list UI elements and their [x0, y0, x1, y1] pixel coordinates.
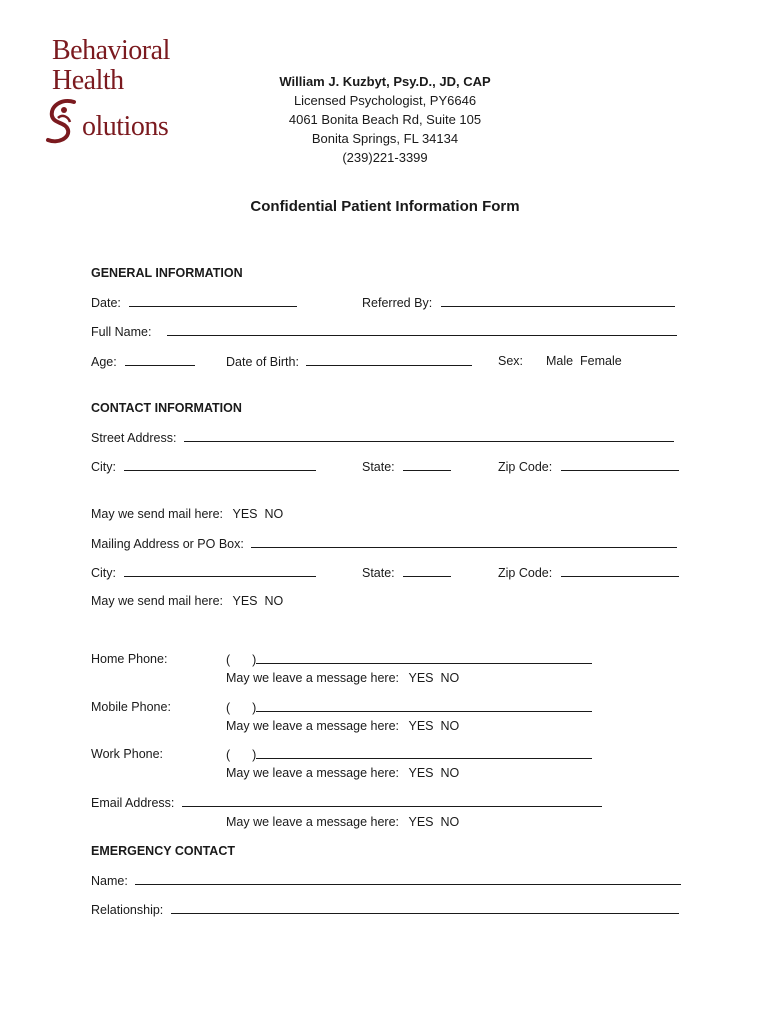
mobile-phone-paren-close: ) [252, 701, 257, 715]
clinic-street: 4061 Bonita Beach Rd, Suite 105 [288, 112, 482, 127]
zip-field[interactable] [498, 458, 679, 475]
mobile-message-label: May we leave a message here: [226, 719, 400, 733]
home-phone-paren-open: ( [226, 653, 231, 667]
home-message-label: May we leave a message here: [226, 671, 400, 685]
logo-line-1: Behavioral [52, 35, 170, 66]
state2-label: State: [362, 566, 395, 580]
full-name-field[interactable] [91, 323, 677, 340]
form-title: Confidential Patient Information Form [250, 198, 520, 215]
email-message-row [226, 814, 459, 830]
contact-heading: CONTACT INFORMATION [91, 401, 242, 415]
email-message-label: May we leave a message here: [226, 815, 400, 829]
send-mail-options[interactable]: YES NO [232, 507, 284, 521]
clinic-city: Bonita Springs, FL 34134 [311, 131, 459, 146]
mailing-address-label: Mailing Address or PO Box: [91, 537, 244, 551]
send-mail2-row [91, 593, 283, 609]
relationship-line [171, 901, 679, 914]
state-line [403, 458, 451, 471]
city-field[interactable] [91, 458, 316, 475]
mailing-address-field[interactable] [91, 535, 677, 552]
state2-field[interactable] [362, 564, 451, 581]
zip-line [561, 458, 679, 471]
send-mail-row [91, 506, 283, 522]
logo-line-3: olutions [82, 111, 169, 142]
date-line [129, 294, 297, 307]
clinician-license: Licensed Psychologist, PY6646 [293, 93, 477, 108]
work-phone-paren-open: ( [226, 748, 231, 762]
send-mail-label: May we send mail here: [91, 507, 224, 521]
emergency-name-field[interactable] [91, 872, 681, 889]
emergency-name-line [135, 872, 681, 885]
referred-by-line [441, 294, 675, 307]
work-message-row [226, 765, 459, 781]
logo-line-2: Health [52, 65, 124, 96]
city2-label: City: [91, 566, 116, 580]
street-address-line [184, 429, 674, 442]
work-phone-label: Work Phone: [91, 747, 164, 761]
age-label: Age: [91, 355, 117, 369]
zip-label: Zip Code: [498, 460, 553, 474]
zip2-field[interactable] [498, 564, 679, 581]
emergency-heading: EMERGENCY CONTACT [91, 844, 235, 858]
emergency-name-label: Name: [91, 874, 128, 888]
email-field[interactable] [91, 794, 602, 811]
email-label: Email Address: [91, 796, 175, 810]
state-field[interactable] [362, 458, 451, 475]
work-message-options[interactable]: YES NO [408, 766, 460, 780]
city2-line [124, 564, 316, 577]
general-heading: GENERAL INFORMATION [91, 266, 243, 280]
work-phone-line [256, 746, 592, 759]
clinician-name: William J. Kuzbyt, Psy.D., JD, CAP [279, 74, 491, 89]
referred-by-field[interactable] [362, 294, 675, 311]
work-message-label: May we leave a message here: [226, 766, 400, 780]
send-mail2-label: May we send mail here: [91, 594, 224, 608]
dob-field[interactable] [226, 353, 472, 370]
work-phone-paren-close: ) [252, 748, 257, 762]
city-line [124, 458, 316, 471]
mobile-phone-line [256, 699, 592, 712]
mobile-phone-paren-open: ( [226, 701, 231, 715]
email-line [182, 794, 602, 807]
date-label: Date: [91, 296, 121, 310]
work-phone-field[interactable] [226, 746, 592, 763]
zip2-label: Zip Code: [498, 566, 553, 580]
dob-line [306, 353, 472, 366]
full-name-label: Full Name: [91, 325, 152, 339]
mobile-phone-field[interactable] [226, 699, 592, 716]
home-phone-line [256, 651, 592, 664]
referred-by-label: Referred By: [362, 296, 433, 310]
relationship-label: Relationship: [91, 903, 164, 917]
city2-field[interactable] [91, 564, 316, 581]
mailing-address-line [251, 535, 677, 548]
street-address-field[interactable] [91, 429, 674, 446]
home-message-row [226, 670, 459, 686]
email-message-options[interactable]: YES NO [408, 815, 460, 829]
home-message-options[interactable]: YES NO [408, 671, 460, 685]
mobile-phone-label: Mobile Phone: [91, 700, 171, 714]
dob-label: Date of Birth: [226, 355, 299, 369]
home-phone-paren-close: ) [252, 653, 257, 667]
mobile-message-row [226, 718, 459, 734]
clinic-phone: (239)221-3399 [342, 150, 428, 165]
sex-options[interactable]: Male Female [546, 354, 622, 368]
home-phone-field[interactable] [226, 651, 592, 668]
full-name-line [167, 323, 677, 336]
home-phone-label: Home Phone: [91, 652, 168, 666]
age-field[interactable] [91, 353, 195, 370]
state-label: State: [362, 460, 395, 474]
state2-line [403, 564, 451, 577]
relationship-field[interactable] [91, 901, 679, 918]
mobile-message-options[interactable]: YES NO [408, 719, 460, 733]
send-mail2-options[interactable]: YES NO [232, 594, 284, 608]
street-address-label: Street Address: [91, 431, 177, 445]
sex-label: Sex: [498, 354, 524, 368]
age-line [125, 353, 195, 366]
date-field[interactable] [91, 294, 297, 311]
city-label: City: [91, 460, 116, 474]
zip2-line [561, 564, 679, 577]
